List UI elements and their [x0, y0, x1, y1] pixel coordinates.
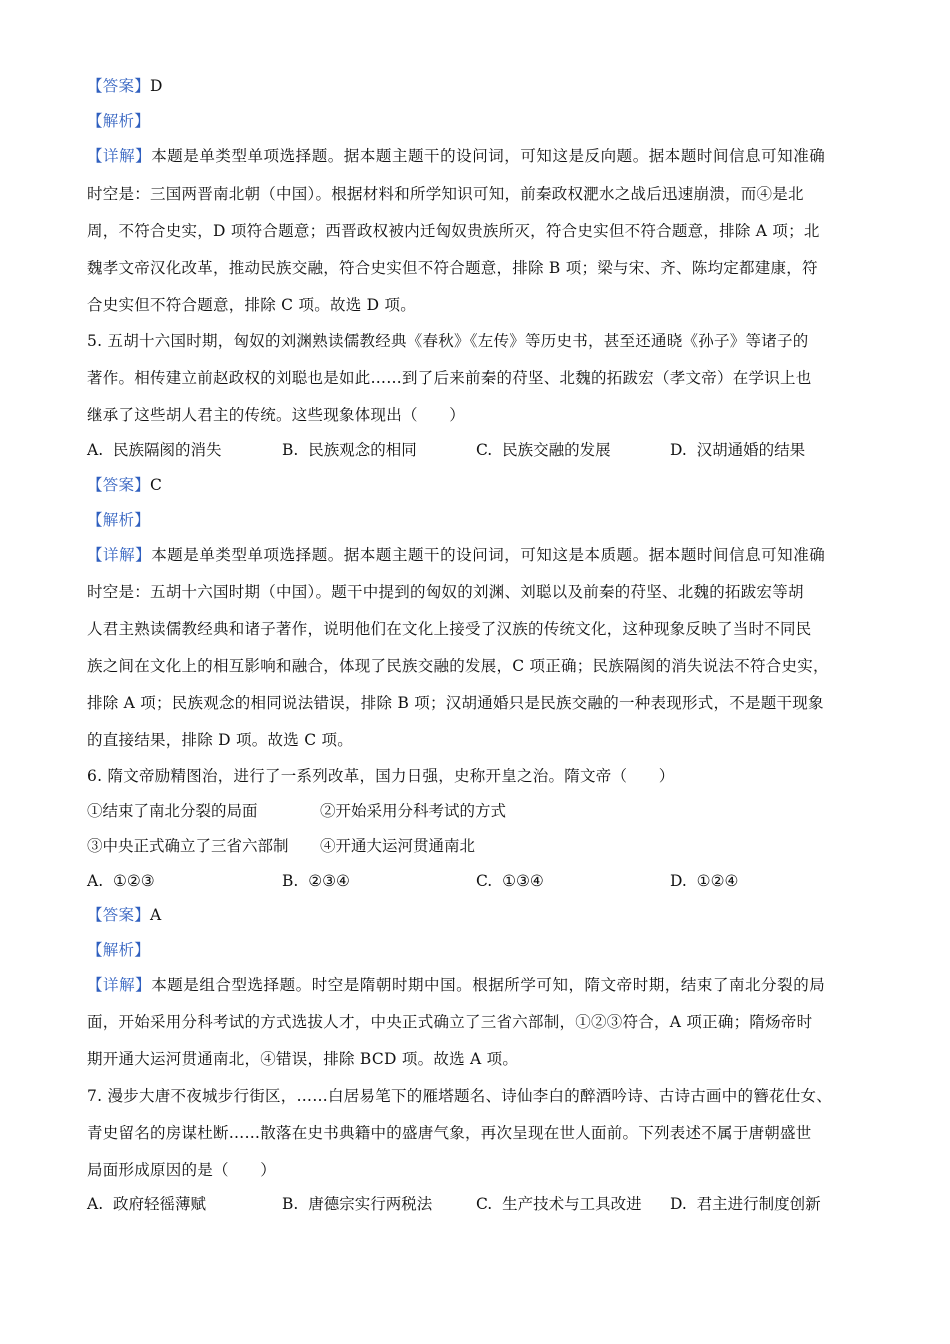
option-letter: C. [476, 1195, 493, 1213]
q5-option-d [670, 440, 805, 460]
q5-stem-line: 著作。相传建立前赵政权的刘聪也是如此……到了后来前秦的苻坚、北魏的拓跋宏（孝文帝）在学识上也 [87, 369, 812, 387]
q6-item-4: ④开通大运河贯通南北 [320, 837, 476, 855]
q6-detail-line: 面，开始采用分科考试的方式选拔人才，中央正式确立了三省六部制，①②③符合，A 项正确；隋炀帝时 [87, 1013, 813, 1031]
q4-answer-value: D [150, 77, 163, 95]
q7-option-b [282, 1194, 432, 1214]
q4-detail-tag: 【详解】 [87, 147, 152, 165]
option-letter: B. [282, 872, 299, 890]
q6-detail-text: 本题是组合型选择题。时空是隋朝时期中国。根据所学可知，隋文帝时期，结束了南北分裂的局 [151, 976, 826, 994]
option-letter: B. [282, 441, 299, 459]
option-letter: A. [87, 1195, 104, 1213]
q5-detail-line: 排除 A 项；民族观念的相同说法错误，排除 B 项；汉胡通婚只是民族交融的一种表现形式，不是题干现象 [87, 694, 824, 712]
option-text: 民族隔阂的消失 [112, 441, 222, 459]
option-letter: D. [670, 1195, 687, 1213]
option-text: 民族交融的发展 [502, 441, 611, 459]
q4-detail-line [87, 146, 877, 166]
option-text: ②③④ [308, 872, 350, 890]
q4-detail-line: 周，不符合史实，D 项符合题意；西晋政权被内迁匈奴贵族所灭，符合史实但不符合题意，排除 A 项；北 [87, 222, 820, 240]
q7-option-a [87, 1194, 206, 1214]
q6-answer-value: A [150, 906, 162, 924]
option-text: 政府轻徭薄赋 [112, 1195, 206, 1213]
q4-detail-line: 时空是：三国两晋南北朝（中国）。根据材料和所学知识可知，前秦政权淝水之战后迅速崩溃，而④是北 [87, 185, 804, 203]
option-text: 君主进行制度创新 [696, 1195, 821, 1213]
option-letter: C. [476, 872, 493, 890]
q5-detail-line [87, 545, 877, 565]
q5-answer-line [87, 475, 877, 495]
q5-answer-tag: 【答案】 [87, 476, 151, 494]
q5-stem-line: 5. 五胡十六国时期，匈奴的刘渊熟读儒教经典《春秋》《左传》等历史书，甚至还通晓《孙子》等诸子的 [87, 332, 809, 350]
q6-option-d [670, 871, 738, 891]
q5-stem-line: 继承了这些胡人君主的传统。这些现象体现出（ ） [87, 406, 466, 424]
q6-option-a [87, 871, 155, 891]
q7-stem-line: 7. 漫步大唐不夜城步行街区，……白居易笔下的雁塔题名、诗仙李白的醉酒吟诗、古诗古画中的簪花仕女、 [87, 1087, 832, 1105]
q6-item-3: ③中央正式确立了三省六部制 [87, 837, 289, 855]
q4-detail-text: 本题是单类型单项选择题。据本题主题干的设问词，可知这是反向题。据本题时间信息可知准确 [151, 147, 826, 165]
q6-stem-line: 6. 隋文帝励精图治，进行了一系列改革，国力日强，史称开皇之治。隋文帝（ ） [87, 767, 675, 785]
option-text: ①③④ [502, 872, 544, 890]
option-text: 唐德宗实行两税法 [308, 1195, 433, 1213]
q6-analysis-line [87, 940, 877, 960]
q5-detail-text: 本题是单类型单项选择题。据本题主题干的设问词，可知这是本质题。据本题时间信息可知准确 [151, 546, 826, 564]
q6-detail-tag: 【详解】 [87, 976, 152, 994]
q7-option-c [476, 1194, 642, 1214]
q7-option-d [670, 1194, 821, 1214]
q6-answer-tag: 【答案】 [87, 906, 151, 924]
q5-detail-tag: 【详解】 [87, 546, 152, 564]
option-letter: B. [282, 1195, 299, 1213]
q5-option-a [87, 440, 222, 460]
q6-item-1: ①结束了南北分裂的局面 [87, 802, 258, 820]
option-text: 民族观念的相同 [308, 441, 417, 459]
q5-answer-value: C [150, 476, 163, 494]
q6-option-c [476, 871, 544, 891]
q7-stem-line: 局面形成原因的是（ ） [87, 1161, 277, 1179]
q5-detail-line: 的直接结果，排除 D 项。故选 C 项。 [87, 731, 353, 749]
q6-analysis-tag: 【解析】 [87, 941, 151, 959]
option-letter: D. [670, 872, 687, 890]
q5-detail-line: 时空是：五胡十六国时期（中国）。题干中提到的匈奴的刘渊、刘聪以及前秦的苻坚、北魏的拓跋宏等胡 [87, 583, 804, 601]
q4-analysis-line [87, 111, 877, 131]
option-text: 汉胡通婚的结果 [696, 441, 806, 459]
q5-detail-line: 族之间在文化上的相互影响和融合，体现了民族交融的发展，C 项正确；民族隔阂的消失说法不符合史实， [87, 657, 829, 675]
q6-detail-line: 期开通大运河贯通南北，④错误，排除 BCD 项。故选 A 项。 [87, 1050, 519, 1068]
q4-detail-line: 魏孝文帝汉化改革，推动民族交融，符合史实但不符合题意，排除 B 项；梁与宋、齐、陈均定都建康，符 [87, 259, 818, 277]
q5-option-b [282, 440, 417, 460]
q7-stem-line: 青史留名的房谋杜断……散落在史书典籍中的盛唐气象，再次呈现在世人面前。下列表述不属于唐朝盛世 [87, 1124, 812, 1142]
q6-answer-line [87, 905, 877, 925]
option-text: ①②③ [112, 872, 155, 890]
q4-detail-line: 合史实但不符合题意，排除 C 项。故选 D 项。 [87, 296, 416, 314]
q6-item-2: ②开始采用分科考试的方式 [320, 802, 507, 820]
q4-answer-tag: 【答案】 [87, 77, 151, 95]
q4-answer-line [87, 76, 877, 96]
option-letter: D. [670, 441, 687, 459]
q5-option-c [476, 440, 611, 460]
q5-detail-line: 人君主熟读儒教经典和诸子著作，说明他们在文化上接受了汉族的传统文化，这种现象反映了当时不同民 [87, 620, 812, 638]
option-text: 生产技术与工具改进 [502, 1195, 642, 1213]
q6-option-b [282, 871, 350, 891]
option-letter: A. [87, 441, 104, 459]
option-letter: A. [87, 872, 104, 890]
q5-analysis-tag: 【解析】 [87, 511, 151, 529]
q5-analysis-line [87, 510, 877, 530]
q6-detail-line [87, 975, 877, 995]
option-text: ①②④ [696, 872, 739, 890]
option-letter: C. [476, 441, 493, 459]
q4-analysis-tag: 【解析】 [87, 112, 151, 130]
